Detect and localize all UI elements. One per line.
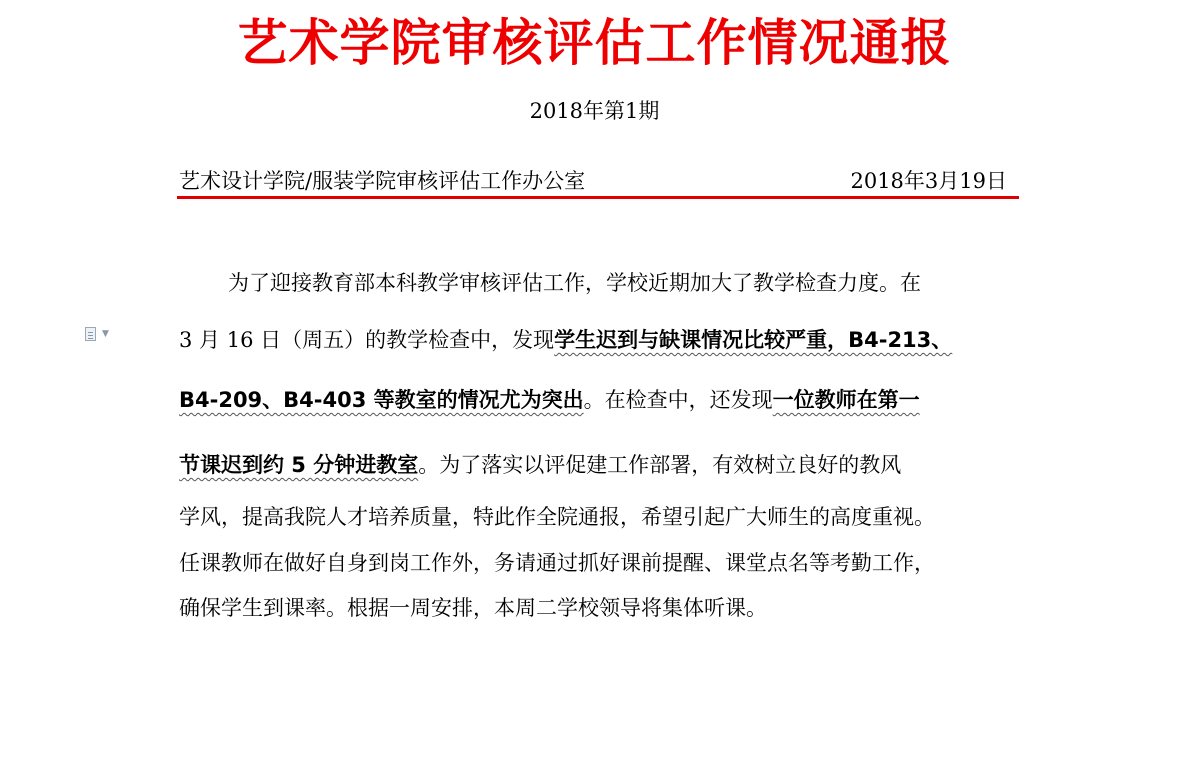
body-text: 3 月 16 日（周五）的教学检查中，发现 <box>179 328 555 352</box>
body-text: 确保学生到课率。根据一周安排，本周二学校领导将集体听课。 <box>179 596 767 620</box>
body-line <box>179 502 935 532</box>
body-line <box>179 325 952 355</box>
body-text: 。在检查中，还发现 <box>583 388 773 412</box>
paragraph-marker-button[interactable] <box>85 327 115 343</box>
masthead <box>179 166 1010 196</box>
body-line <box>179 450 901 480</box>
issue-number: 2018年第1期 <box>529 99 660 123</box>
document-icon <box>85 327 96 341</box>
emphasized-text: 节课迟到约 5 分钟进教室 <box>179 453 419 477</box>
issuing-office: 艺术设计学院/服装学院审核评估工作办公室 <box>179 169 586 193</box>
body-text: 学风，提高我院人才培养质量，特此作全院通报，希望引起广大师生的高度重视。 <box>179 505 935 529</box>
body-text: 任课教师在做好自身到岗工作外，务请通过抓好课前提醒、课堂点名等考勤工作， <box>179 551 935 575</box>
body-text: 。为了落实以评促建工作部署，有效树立良好的教风 <box>418 453 902 477</box>
emphasized-text: 一位教师在第一 <box>772 388 920 412</box>
document-title: 艺术学院审核评估工作情况通报 <box>237 13 952 72</box>
body-text: 为了迎接教育部本科教学审核评估工作，学校近期加大了教学检查力度。在 <box>228 271 921 295</box>
body-line <box>179 593 767 623</box>
emphasized-text: B4-209、B4-403 等教室的情况尤为突出 <box>179 388 584 412</box>
body-line <box>179 548 935 578</box>
emphasized-text: 学生迟到与缺课情况比较严重，B4-213、 <box>554 328 953 352</box>
issue-date: 2018年3月19日 <box>850 169 1007 193</box>
red-divider <box>177 196 1019 199</box>
body-line <box>179 385 920 415</box>
chevron-down-icon: ▼ <box>102 329 109 339</box>
body-line <box>228 268 921 298</box>
